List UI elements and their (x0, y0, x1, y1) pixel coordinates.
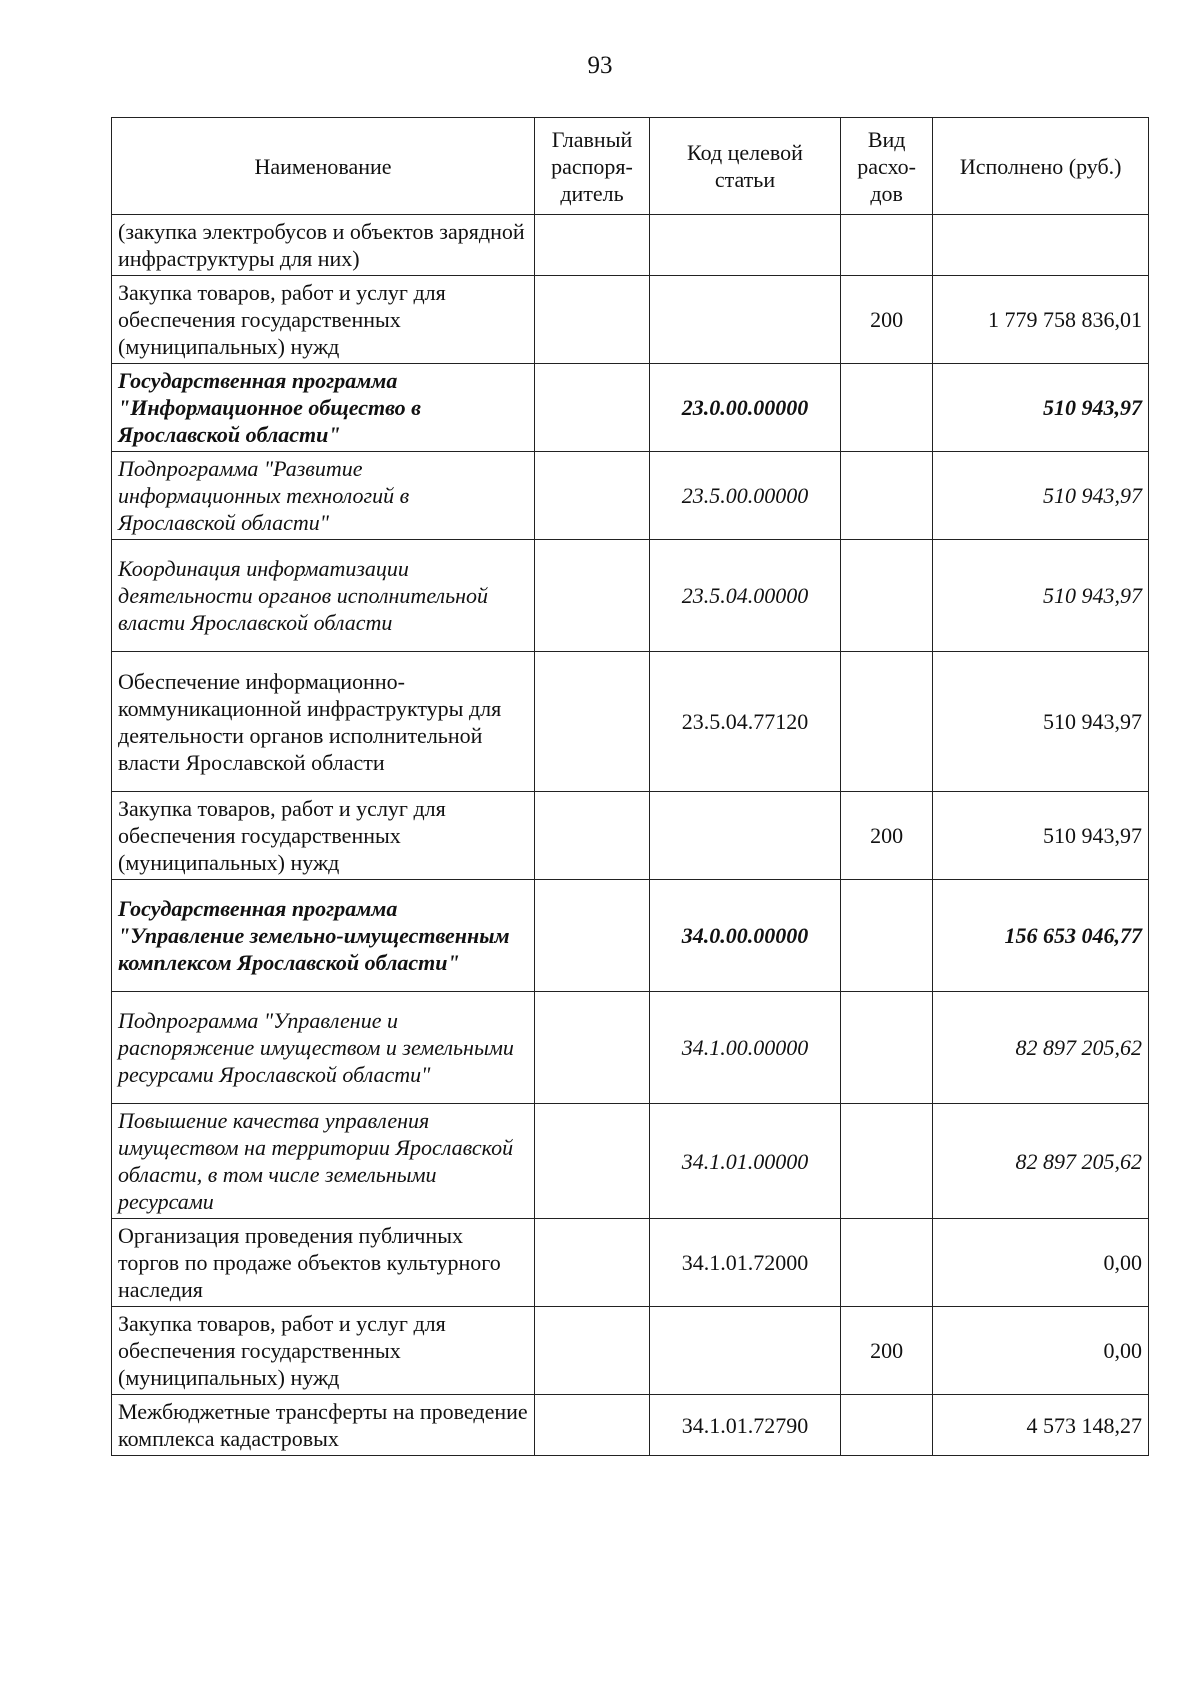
header-amount: Исполнено (руб.) (933, 118, 1149, 215)
table-row (112, 1104, 1149, 1219)
cell-amount: 510 943,97 (933, 364, 1149, 452)
cell-admin (535, 1104, 650, 1219)
table-row (112, 1307, 1149, 1395)
header-type: Вид расхо-дов (840, 118, 932, 215)
cell-amount: 1 779 758 836,01 (933, 276, 1149, 364)
cell-name: (закупка электробусов и объектов зарядной инфраструктуры для них) (112, 215, 535, 276)
cell-code (649, 215, 840, 276)
table-row (112, 1395, 1149, 1456)
cell-admin (535, 1307, 650, 1395)
cell-name: Обеспечение информационно-коммуникационной инфраструктуры для деятельности органов исполнительной власти Ярославской области (112, 652, 535, 792)
cell-admin (535, 452, 650, 540)
header-admin: Главный распоря-дитель (535, 118, 650, 215)
cell-code: 23.5.00.00000 (649, 452, 840, 540)
cell-type (840, 364, 932, 452)
cell-amount: 82 897 205,62 (933, 1104, 1149, 1219)
cell-name: Государственная программа "Управление земельно-имущественным комплексом Ярославской области" (112, 880, 535, 992)
table-row (112, 540, 1149, 652)
table-body (112, 215, 1149, 1456)
cell-type (840, 215, 932, 276)
cell-name: Межбюджетные трансферты на проведение комплекса кадастровых (112, 1395, 535, 1456)
table-row (112, 992, 1149, 1104)
cell-type (840, 1104, 932, 1219)
cell-admin (535, 880, 650, 992)
cell-code (649, 276, 840, 364)
page-number: 93 (587, 52, 613, 79)
cell-amount: 510 943,97 (933, 792, 1149, 880)
cell-type (840, 1219, 932, 1307)
cell-amount: 510 943,97 (933, 452, 1149, 540)
cell-admin (535, 1395, 650, 1456)
table-row (112, 276, 1149, 364)
budget-table (111, 117, 1149, 1456)
cell-name: Государственная программа "Информационное общество в Ярославской области" (112, 364, 535, 452)
table-row (112, 792, 1149, 880)
cell-admin (535, 992, 650, 1104)
cell-admin (535, 364, 650, 452)
cell-name: Организация проведения публичных торгов по продаже объектов культурного наследия (112, 1219, 535, 1307)
header-name: Наименование (112, 118, 535, 215)
cell-amount: 4 573 148,27 (933, 1395, 1149, 1456)
cell-name: Подпрограмма "Управление и распоряжение имуществом и земельными ресурсами Ярославской области" (112, 992, 535, 1104)
table-row (112, 1219, 1149, 1307)
cell-amount (933, 215, 1149, 276)
cell-code: 34.1.01.72000 (649, 1219, 840, 1307)
table-row (112, 880, 1149, 992)
cell-code: 34.1.01.00000 (649, 1104, 840, 1219)
cell-type (840, 992, 932, 1104)
table-row (112, 652, 1149, 792)
table-header-row (112, 118, 1149, 215)
cell-code (649, 1307, 840, 1395)
cell-admin (535, 276, 650, 364)
cell-code: 34.0.00.00000 (649, 880, 840, 992)
cell-name: Закупка товаров, работ и услуг для обеспечения государственных (муниципальных) нужд (112, 276, 535, 364)
cell-code: 23.0.00.00000 (649, 364, 840, 452)
cell-name: Подпрограмма "Развитие информационных технологий в Ярославской области" (112, 452, 535, 540)
cell-type (840, 880, 932, 992)
cell-name: Координация информатизации деятельности органов исполнительной власти Ярославской области (112, 540, 535, 652)
cell-admin (535, 540, 650, 652)
cell-amount: 0,00 (933, 1219, 1149, 1307)
cell-code: 34.1.00.00000 (649, 992, 840, 1104)
cell-name: Закупка товаров, работ и услуг для обеспечения государственных (муниципальных) нужд (112, 1307, 535, 1395)
cell-admin (535, 792, 650, 880)
cell-admin (535, 215, 650, 276)
cell-amount: 0,00 (933, 1307, 1149, 1395)
cell-type (840, 1395, 932, 1456)
table-row (112, 215, 1149, 276)
cell-admin (535, 652, 650, 792)
cell-type: 200 (840, 276, 932, 364)
cell-amount: 510 943,97 (933, 652, 1149, 792)
cell-name: Закупка товаров, работ и услуг для обеспечения государственных (муниципальных) нужд (112, 792, 535, 880)
cell-code: 23.5.04.00000 (649, 540, 840, 652)
cell-code: 23.5.04.77120 (649, 652, 840, 792)
cell-type (840, 540, 932, 652)
cell-type: 200 (840, 1307, 932, 1395)
cell-type: 200 (840, 792, 932, 880)
cell-admin (535, 1219, 650, 1307)
cell-name: Повышение качества управления имуществом на территории Ярославской области, в том числе земельными ресурсами (112, 1104, 535, 1219)
header-code: Код целевой статьи (649, 118, 840, 215)
cell-type (840, 452, 932, 540)
cell-code (649, 792, 840, 880)
table-row (112, 452, 1149, 540)
cell-amount: 510 943,97 (933, 540, 1149, 652)
cell-type (840, 652, 932, 792)
cell-amount: 82 897 205,62 (933, 992, 1149, 1104)
cell-amount: 156 653 046,77 (933, 880, 1149, 992)
table-row (112, 364, 1149, 452)
cell-code: 34.1.01.72790 (649, 1395, 840, 1456)
